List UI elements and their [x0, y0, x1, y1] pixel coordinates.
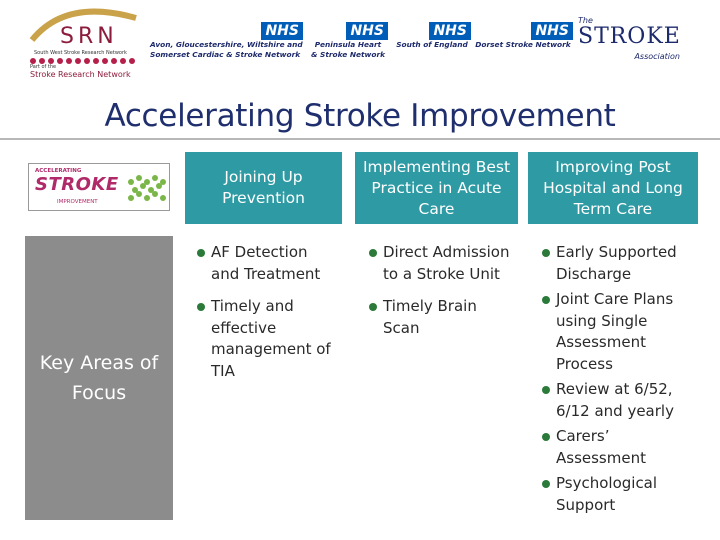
prevention-list [195, 242, 340, 393]
list-item [367, 242, 517, 285]
bullet-icon [542, 386, 550, 394]
nhs-badge: NHS [261, 22, 303, 40]
srn-logo [26, 4, 144, 78]
list-item-text: Timely Brain Scan [383, 297, 477, 337]
nhs-peninsula-logo [308, 20, 388, 60]
list-item-text: Psychological Support [556, 474, 658, 514]
nhs-badge: NHS [346, 22, 388, 40]
bullet-icon [369, 303, 377, 311]
asi-dots-icon [125, 172, 169, 206]
srn-subtitle: South West Stroke Research Network [34, 50, 127, 56]
bullet-icon [542, 480, 550, 488]
bullet-icon [197, 303, 205, 311]
bullet-icon [369, 249, 377, 257]
sa-word: STROKE [578, 24, 681, 49]
bullet-icon [542, 433, 550, 441]
column-header-acute-care: Implementing Best Practice in Acute Care [355, 152, 518, 224]
list-item-text: Carers’ Assessment [556, 427, 646, 467]
bullet-icon [542, 296, 550, 304]
asi-line1: ACCELERATING [35, 168, 82, 174]
list-item [540, 242, 700, 285]
nhs-avon-logo [150, 20, 305, 60]
key-areas-label: Key Areas of Focus [39, 352, 159, 404]
list-item-text: Direct Admission to a Stroke Unit [383, 243, 510, 283]
list-item [195, 296, 340, 382]
page-title: Accelerating Stroke Improvement [104, 98, 616, 134]
asi-line2: STROKE [35, 174, 119, 195]
list-item-text: AF Detection and Treatment [211, 243, 321, 283]
nhs-badge: NHS [429, 22, 471, 40]
list-item [540, 473, 700, 516]
column-header-prevention: Joining Up Prevention [185, 152, 342, 224]
list-item [540, 289, 700, 375]
nhs-line1: South of England [396, 40, 468, 49]
title-divider [0, 138, 720, 140]
nhs-line2: & Stroke Network [310, 50, 386, 59]
nhs-line1: Dorset Stroke Network [475, 40, 571, 49]
sa-the: The [578, 16, 593, 25]
nhs-dorset-logo [473, 20, 573, 50]
srn-letters: SRN [60, 24, 118, 49]
list-item-text: Joint Care Plans using Single Assessment Process [556, 290, 674, 373]
nhs-line1: Avon, Gloucestershire, Wiltshire and [150, 40, 303, 49]
asi-line3: IMPROVEMENT [57, 199, 98, 205]
stroke-association-logo [578, 14, 686, 66]
srn-network: Stroke Research Network [30, 70, 131, 79]
long-term-care-list [540, 242, 700, 520]
list-item [540, 379, 700, 422]
nhs-badge: NHS [531, 22, 573, 40]
acute-care-list [367, 242, 517, 350]
list-item [195, 242, 340, 285]
list-item [540, 426, 700, 469]
column-header-long-term-care: Improving Post Hospital and Long Term Care [528, 152, 698, 224]
nhs-south-of-england-logo [393, 20, 471, 50]
nhs-line2: Somerset Cardiac & Stroke Network [150, 50, 301, 59]
accelerating-stroke-improvement-logo [28, 163, 170, 211]
list-item-text: Timely and effective management of TIA [211, 297, 331, 380]
list-item-text: Review at 6/52, 6/12 and yearly [556, 380, 674, 420]
list-item [367, 296, 517, 339]
bullet-icon [197, 249, 205, 257]
list-item-text: Early Supported Discharge [556, 243, 677, 283]
srn-part-of: Part of the [30, 64, 57, 70]
key-areas-box [25, 236, 173, 520]
nhs-line1: Peninsula Heart [314, 40, 382, 49]
bullet-icon [542, 249, 550, 257]
sa-assoc: Association [634, 52, 680, 61]
